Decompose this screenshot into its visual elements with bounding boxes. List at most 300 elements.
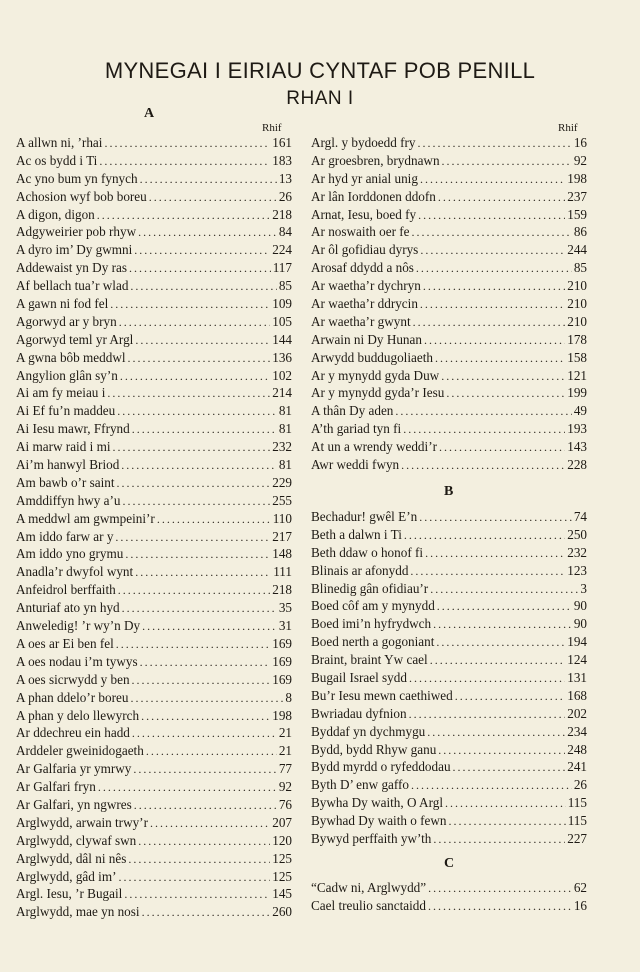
leader-dots [99, 153, 270, 170]
first-line-text: A phan ddelo’r boreu [16, 689, 129, 705]
leader-dots [433, 831, 565, 848]
hymn-number: 148 [272, 546, 292, 562]
leader-dots [132, 725, 277, 742]
leader-dots [104, 135, 270, 152]
hymn-number: 232 [567, 544, 587, 560]
leader-dots [439, 439, 565, 456]
index-entry [311, 313, 587, 331]
hymn-number: 168 [567, 687, 587, 703]
leader-dots [453, 759, 566, 776]
leader-dots [146, 743, 277, 760]
index-entry [16, 206, 292, 224]
hymn-number: 198 [567, 170, 587, 186]
first-line-text: Blinais ar afonydd [311, 562, 409, 578]
hymn-number: 84 [278, 224, 292, 240]
leader-dots [134, 242, 270, 259]
first-line-text: Ac yno bum yn fynych [16, 170, 138, 186]
hymn-number: 250 [567, 526, 587, 542]
leader-dots [446, 385, 565, 402]
first-line-text: Arglwydd, gâd im’ [16, 868, 117, 884]
index-entry [16, 689, 292, 707]
first-line-text: Bugail Israel sydd [311, 670, 407, 686]
index-entry [311, 669, 587, 687]
index-entry [16, 796, 292, 814]
hymn-number: 136 [272, 349, 292, 365]
hymn-number: 218 [272, 582, 292, 598]
first-line-text: Arddeler gweinidogaeth [16, 743, 144, 759]
first-line-text: A oes ar Ei ben fel [16, 635, 114, 651]
index-entry [311, 134, 587, 152]
leader-dots [113, 439, 271, 456]
leader-dots [123, 493, 271, 510]
first-line-text: Ai am fy meiau i [16, 385, 106, 401]
hymn-number: 81 [278, 421, 292, 437]
leader-dots [430, 652, 566, 669]
hymn-number: 214 [272, 385, 292, 401]
leader-dots [424, 332, 565, 349]
hymn-number: 169 [272, 671, 292, 687]
hymn-number: 194 [567, 634, 587, 650]
leader-dots [449, 813, 566, 830]
hymn-number: 3 [580, 580, 587, 596]
hymn-number: 81 [278, 457, 292, 473]
leader-dots [409, 670, 565, 687]
first-line-text: Braint, braint Yw cael [311, 652, 428, 668]
leader-dots [438, 742, 565, 759]
first-line-text: Bywha Dy waith, O Argl [311, 795, 443, 811]
leader-dots [125, 546, 270, 563]
hymn-number: 227 [567, 831, 587, 847]
left-index-column [16, 134, 292, 921]
leader-dots [436, 634, 565, 651]
leader-dots [437, 598, 572, 615]
hymn-number: 124 [567, 652, 587, 668]
first-line-text: Beth a dalwn i Ti [311, 526, 402, 542]
leader-dots [420, 171, 565, 188]
index-entry [311, 331, 587, 349]
first-line-text: Ar y mynydd gyda’r Iesu [311, 385, 445, 401]
index-entry [16, 778, 292, 796]
index-entry [16, 581, 292, 599]
hymn-number: 16 [573, 897, 587, 913]
leader-dots [433, 616, 572, 633]
leader-dots [142, 904, 271, 921]
index-entry [16, 420, 292, 438]
index-entry [16, 814, 292, 832]
hymn-number: 237 [567, 188, 587, 204]
index-entry [16, 349, 292, 367]
first-line-text: Boed imi’n hyfrydwch [311, 616, 432, 632]
hymn-number: 207 [272, 814, 292, 830]
section-letter-c: C [444, 856, 455, 871]
hymn-number: 49 [573, 403, 587, 419]
section-letter-a: A [144, 106, 155, 121]
leader-dots [118, 582, 270, 599]
leader-dots [427, 724, 565, 741]
leader-dots [418, 207, 565, 224]
index-entry [16, 170, 292, 188]
index-entry [311, 152, 587, 170]
index-entry [311, 544, 587, 562]
index-entry [16, 492, 292, 510]
first-line-text: Ar waetha’r gwynt [311, 313, 411, 329]
leader-dots [129, 260, 271, 277]
first-line-text: Bywhad Dy waith o fewn [311, 813, 447, 829]
index-entry [16, 635, 292, 653]
first-line-text: Byth D’ enw gaffo [311, 777, 410, 793]
leader-dots [130, 278, 276, 295]
first-line-text: Ar waetha’r ddrycin [311, 296, 418, 312]
first-line-text: Beth ddaw o honof fi [311, 544, 424, 560]
leader-dots [135, 332, 270, 349]
first-line-text: A gwna bôb meddwl [16, 349, 126, 365]
hymn-number: 35 [278, 600, 292, 616]
right-index-column-a [311, 134, 587, 474]
hymn-number: 193 [567, 421, 587, 437]
first-line-text: At un a wrendy weddi’r [311, 439, 437, 455]
right-index-column-b [311, 508, 587, 848]
index-entry [311, 420, 587, 438]
first-line-text: A’th gariad tyn fi [311, 421, 402, 437]
first-line-text: Addewaist yn Dy ras [16, 260, 127, 276]
first-line-text: Ar y mynydd gyda Duw [311, 367, 440, 383]
leader-dots [121, 457, 277, 474]
leader-dots [141, 708, 270, 725]
index-entry [16, 563, 292, 581]
index-entry [16, 241, 292, 259]
first-line-text: A meddwl am gwmpeini’r [16, 510, 155, 526]
first-line-text: Arwain ni Dy Hunan [311, 331, 422, 347]
first-line-text: Bu’r Iesu mewn caethiwed [311, 687, 453, 703]
index-entry [311, 580, 587, 598]
leader-dots [445, 795, 566, 812]
index-entry [311, 897, 587, 915]
first-line-text: “Cadw ni, Arglwydd” [311, 880, 427, 895]
leader-dots [403, 421, 565, 438]
leader-dots [98, 779, 277, 796]
first-line-text: A allwn ni, ’rhai [16, 135, 103, 150]
first-line-text: Anfeidrol berffaith [16, 582, 116, 598]
index-entry [311, 295, 587, 313]
hymn-number: 125 [272, 850, 292, 866]
hymn-number: 90 [573, 616, 587, 632]
first-line-text: Achosion wyf bob boreu [16, 188, 147, 204]
index-entry [311, 705, 587, 723]
index-entry [311, 879, 587, 897]
first-line-text: Blinedig gân ofidiau’r [311, 580, 429, 596]
leader-dots [411, 777, 572, 794]
leader-dots [412, 224, 572, 241]
leader-dots [404, 527, 565, 544]
index-entry [16, 134, 292, 152]
index-entry [311, 402, 587, 420]
hymn-number: 199 [567, 385, 587, 401]
leader-dots [455, 688, 566, 705]
first-line-text: Ar Galfari fryn [16, 779, 96, 795]
hymn-number: 169 [272, 635, 292, 651]
hymn-number: 31 [278, 618, 292, 634]
first-line-text: Agorwyd teml yr Argl [16, 331, 134, 347]
hymn-number: 92 [278, 779, 292, 795]
index-entry [311, 170, 587, 188]
hymn-number: 90 [573, 598, 587, 614]
index-entry [16, 742, 292, 760]
first-line-text: Byddaf yn dychmygu [311, 723, 426, 739]
first-line-text: Bywyd perffaith yw’th [311, 831, 432, 847]
hymn-number: 121 [567, 367, 587, 383]
first-line-text: Amddiffyn hwy a’u [16, 492, 121, 508]
index-entry [16, 510, 292, 528]
hymn-number: 109 [272, 296, 292, 312]
first-line-text: Arglwydd, arwain trwy’r [16, 814, 148, 830]
leader-dots [413, 314, 566, 331]
leader-dots [128, 350, 271, 367]
leader-dots [435, 350, 565, 367]
hymn-number: 228 [567, 457, 587, 473]
index-entry [311, 277, 587, 295]
first-line-text: Anadla’r dwyfol wynt [16, 564, 134, 580]
index-entry [16, 528, 292, 546]
leader-dots [428, 880, 572, 897]
leader-dots [142, 618, 277, 635]
index-entry [311, 384, 587, 402]
hymn-number: 229 [272, 474, 292, 490]
hymn-number: 234 [567, 723, 587, 739]
hymn-number: 85 [278, 278, 292, 294]
hymn-number: 13 [278, 170, 292, 186]
index-entry [16, 367, 292, 385]
leader-dots [418, 135, 572, 152]
hymn-number: 210 [567, 296, 587, 312]
index-entry [16, 671, 292, 689]
index-entry [16, 152, 292, 170]
hymn-number: 159 [567, 206, 587, 222]
first-line-text: Ar ddechreu ein hadd [16, 725, 130, 741]
first-line-text: Ar waetha’r dychryn [311, 278, 421, 294]
first-line-text: Argl. y bydoedd fry [311, 135, 416, 150]
index-entry [311, 723, 587, 741]
first-line-text: Anweledig! ’r wy’n Dy [16, 618, 141, 634]
leader-dots [128, 851, 270, 868]
hymn-number: 21 [278, 725, 292, 741]
index-entry [311, 526, 587, 544]
index-entry [311, 223, 587, 241]
index-entry [311, 259, 587, 277]
hymn-number: 86 [573, 224, 587, 240]
first-line-text: A phan y delo llewyrch [16, 707, 140, 723]
first-line-text: Am bawb o’r saint [16, 474, 115, 490]
first-line-text: A dyro im’ Dy gwmni [16, 242, 133, 258]
index-entry [311, 758, 587, 776]
hymn-number: 198 [272, 707, 292, 723]
leader-dots [132, 421, 277, 438]
hymn-number: 145 [272, 886, 292, 902]
hymn-number: 241 [567, 759, 587, 775]
hymn-number: 210 [567, 313, 587, 329]
hymn-number: 102 [272, 367, 292, 383]
leader-dots [110, 296, 270, 313]
first-line-text: Arglwydd, dâl ni nês [16, 850, 127, 866]
first-line-text: Arglwydd, mae yn nosi [16, 904, 140, 920]
index-entry [16, 599, 292, 617]
hymn-number: 74 [573, 509, 587, 524]
hymn-number: 210 [567, 278, 587, 294]
index-entry [311, 776, 587, 794]
leader-dots [119, 314, 271, 331]
hymn-number: 224 [272, 242, 292, 258]
first-line-text: Cael treulio sanctaidd [311, 897, 426, 913]
hymn-number: 16 [573, 135, 587, 150]
first-line-text: Bydd, bydd Rhyw ganu [311, 741, 437, 757]
hymn-number: 169 [272, 653, 292, 669]
hymn-number: 161 [272, 135, 292, 150]
hymn-number: 81 [278, 403, 292, 419]
leader-dots [118, 869, 270, 886]
first-line-text: Adgyweirier pob rhyw [16, 224, 137, 240]
leader-dots [395, 403, 571, 420]
index-entry [311, 206, 587, 224]
index-entry [16, 850, 292, 868]
leader-dots [420, 296, 565, 313]
index-entry [16, 545, 292, 563]
leader-dots [135, 564, 271, 581]
leader-dots [97, 207, 270, 224]
leader-dots [420, 242, 565, 259]
index-entry [16, 724, 292, 742]
hymn-number: 217 [272, 528, 292, 544]
leader-dots [134, 797, 277, 814]
hymn-number: 131 [567, 670, 587, 686]
first-line-text: A thân Dy aden [311, 403, 394, 419]
index-entry [311, 651, 587, 669]
hymn-number: 105 [272, 313, 292, 329]
leader-dots [138, 833, 270, 850]
hymn-number: 110 [272, 510, 292, 526]
hymn-number: 76 [278, 796, 292, 812]
leader-dots [442, 153, 572, 170]
first-line-text: Ac os bydd i Ti [16, 152, 98, 168]
index-entry [16, 402, 292, 420]
leader-dots [438, 189, 565, 206]
first-line-text: A digon, digon [16, 206, 95, 222]
index-entry [311, 438, 587, 456]
first-line-text: Ar Galfaria yr ymrwy [16, 761, 132, 777]
index-entry [311, 241, 587, 259]
first-line-text: Am iddo farw ar y [16, 528, 114, 544]
first-line-text: Ar ôl gofidiau dyrys [311, 242, 419, 258]
first-line-text: Af bellach tua’r wlad [16, 278, 129, 294]
index-entry [16, 456, 292, 474]
leader-dots [115, 529, 270, 546]
page-title: MYNEGAI I EIRIAU CYNTAF POB PENILL [104, 58, 536, 83]
hymn-number: 218 [272, 206, 292, 222]
leader-dots [441, 368, 565, 385]
index-entry [16, 760, 292, 778]
first-line-text: Ar groesbren, brydnawn [311, 152, 440, 168]
hymn-number: 244 [567, 242, 587, 258]
index-entry [311, 633, 587, 651]
index-entry [16, 277, 292, 295]
first-line-text: Boed nerth a gogoniant [311, 634, 435, 650]
index-entry [16, 313, 292, 331]
index-entry [311, 349, 587, 367]
index-entry [311, 456, 587, 474]
leader-dots [116, 636, 270, 653]
leader-dots [410, 563, 565, 580]
first-line-text: Ai’m hanwyl Briod [16, 457, 120, 473]
index-entry [311, 367, 587, 385]
index-entry [16, 707, 292, 725]
leader-dots [132, 672, 271, 689]
index-entry [311, 830, 587, 848]
leader-dots [428, 898, 572, 915]
right-index-column-c [311, 879, 587, 915]
index-entry [16, 832, 292, 850]
first-line-text: Bwriadau dyfnion [311, 705, 407, 721]
part-heading: RHAN I [286, 88, 354, 109]
leader-dots [117, 475, 271, 492]
first-line-text: Bechadur! gwêl E’n [311, 509, 418, 524]
index-entry [311, 741, 587, 759]
index-entry [16, 617, 292, 635]
index-entry [16, 474, 292, 492]
first-line-text: Ar noswaith oer fe [311, 224, 410, 240]
leader-dots [425, 545, 565, 562]
first-line-text: A gawn ni fod fel [16, 296, 109, 312]
index-entry [311, 687, 587, 705]
hymn-number: 115 [567, 795, 587, 811]
leader-dots [149, 189, 277, 206]
first-line-text: Arwydd buddugoliaeth [311, 349, 433, 365]
hymn-number: 115 [567, 813, 587, 829]
hymn-number: 111 [273, 564, 292, 580]
index-entry [311, 794, 587, 812]
hymn-number: 232 [272, 439, 292, 455]
leader-dots [416, 260, 572, 277]
hymn-number: 178 [567, 331, 587, 347]
hymn-number: 8 [285, 689, 292, 705]
leader-dots [140, 171, 277, 188]
first-line-text: Arosaf ddydd a nôs [311, 260, 414, 276]
leader-dots [120, 368, 270, 385]
hymn-number: 144 [272, 331, 292, 347]
hymn-number: 260 [272, 904, 292, 920]
leader-dots [117, 403, 277, 420]
first-line-text: Ai Ef fu’n maddeu [16, 403, 116, 419]
index-entry [311, 562, 587, 580]
first-line-text: Bydd myrdd o ryfeddodau [311, 759, 451, 775]
hymn-number: 120 [272, 832, 292, 848]
hymn-number: 62 [573, 880, 587, 895]
leader-dots [133, 761, 276, 778]
first-line-text: Boed côf am y mynydd [311, 598, 435, 614]
first-line-text: Ar lân Iorddonen ddofn [311, 188, 436, 204]
first-line-text: Ai marw raid i mi [16, 439, 111, 455]
first-line-text: A oes nodau i’m tywys [16, 653, 138, 669]
index-entry [16, 331, 292, 349]
hymn-number: 183 [272, 152, 292, 168]
first-line-text: Ar Galfari, yn ngwres [16, 796, 132, 812]
section-letter-b: B [444, 484, 454, 499]
first-line-text: Argl. Iesu, ’r Bugail [16, 886, 123, 902]
hymn-number: 255 [272, 492, 292, 508]
index-entry [16, 903, 292, 921]
index-entry [16, 384, 292, 402]
leader-dots [122, 600, 277, 617]
leader-dots [130, 690, 283, 707]
first-line-text: Awr weddi fwyn [311, 457, 400, 473]
leader-dots [157, 511, 271, 528]
